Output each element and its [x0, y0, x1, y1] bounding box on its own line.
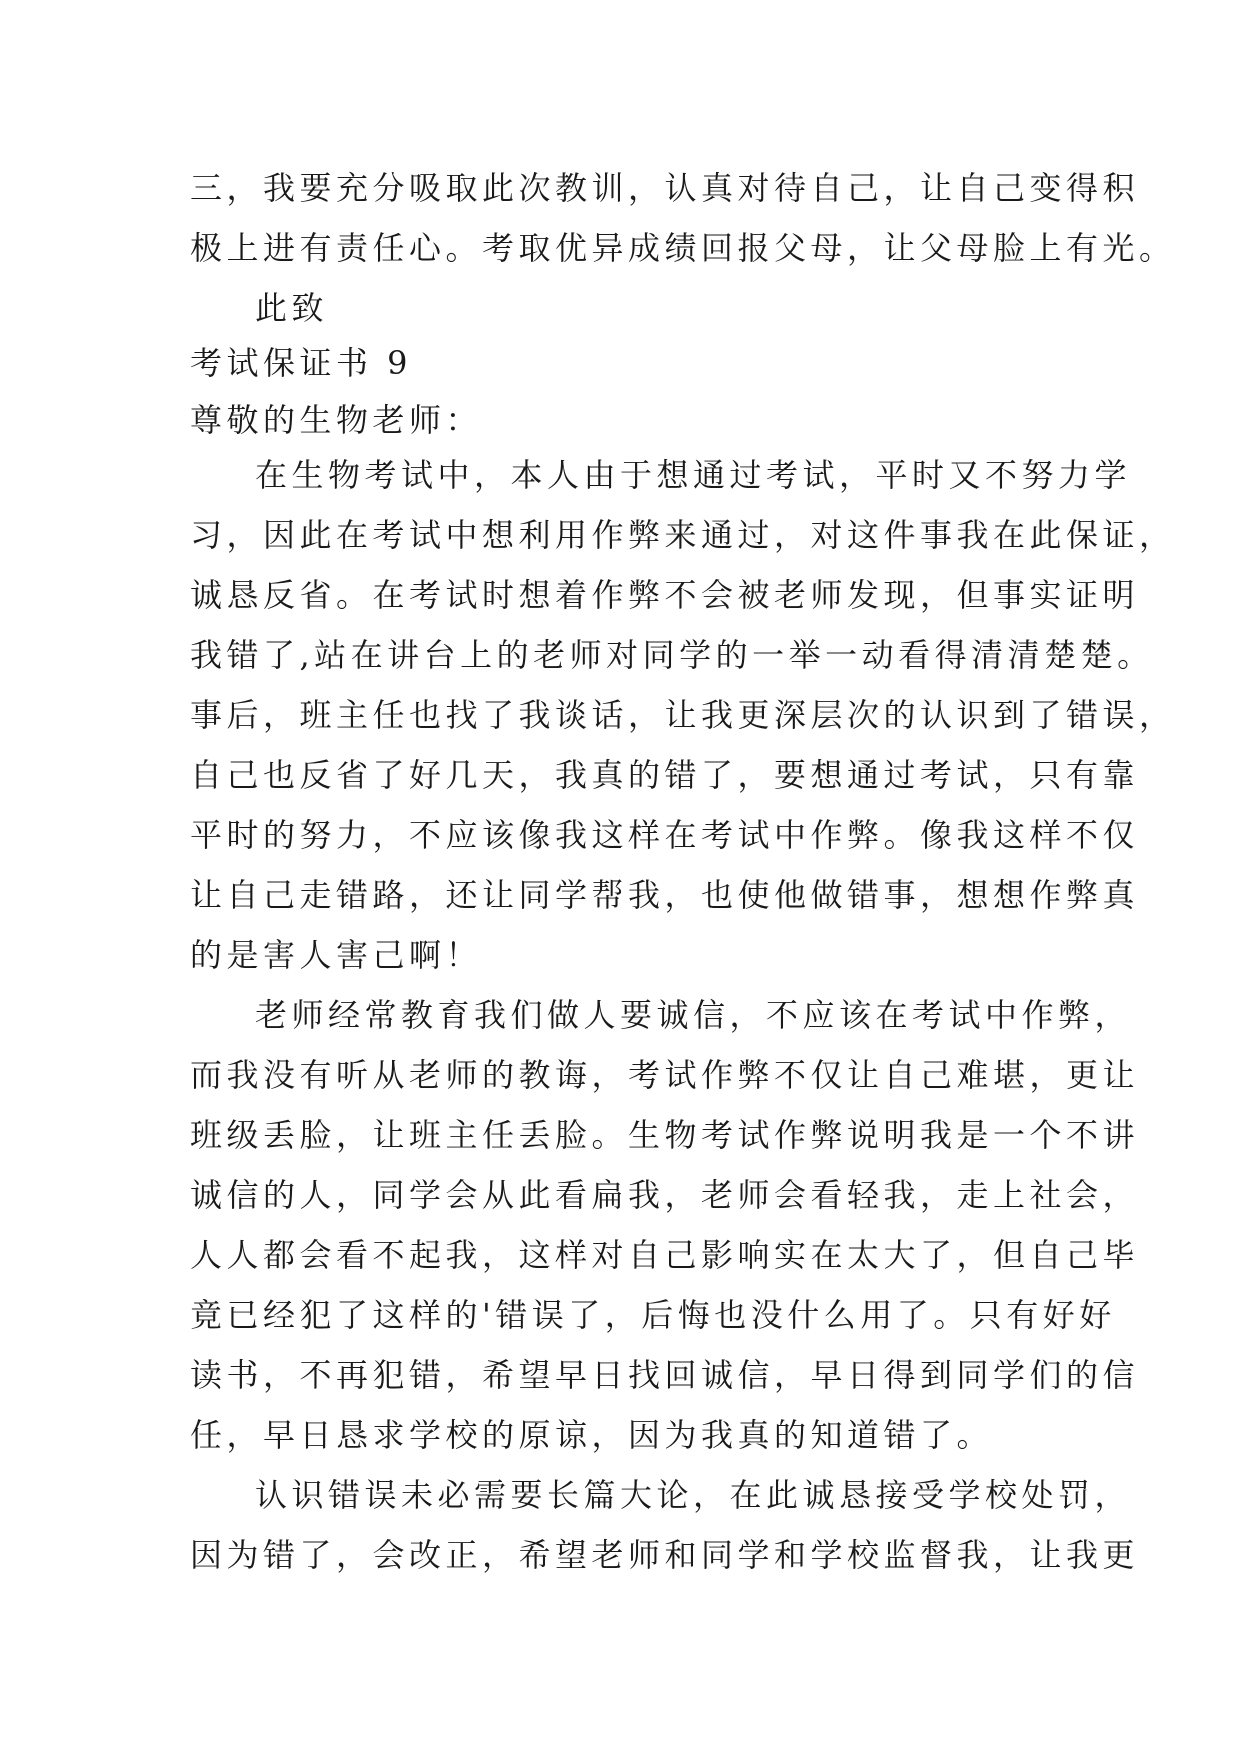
text-line: 诚恳反省。在考试时想着作弊不会被老师发现，但事实证明 — [190, 576, 1140, 614]
text-line: 自己也反省了好几天，我真的错了，要想通过考试，只有靠 — [190, 756, 1140, 794]
section-title: 考试保证书 9 — [190, 344, 413, 382]
text-line: 任，早日恳求学校的原谅，因为我真的知道错了。 — [190, 1416, 994, 1454]
text-line: 竟已经犯了这样的'错误了，后悔也没什么用了。只有好好 — [190, 1296, 1116, 1334]
text-line: 让自己走错路，还让同学帮我，也使他做错事，想想作弊真 — [190, 876, 1140, 914]
text-line: 事后，班主任也找了我谈话，让我更深层次的认识到了错误， — [190, 696, 1176, 734]
closing-salutation: 此致 — [255, 289, 329, 327]
text-line: 读书，不再犯错，希望早日找回诚信，早日得到同学们的信 — [190, 1356, 1140, 1394]
text-line: 习，因此在考试中想利用作弊来通过，对这件事我在此保证， — [190, 516, 1176, 554]
paragraph-start: 老师经常教育我们做人要诚信，不应该在考试中作弊， — [255, 996, 1132, 1034]
text-line: 我错了,站在讲台上的老师对同学的一举一动看得清清楚楚。 — [190, 636, 1154, 674]
text-line: 极上进有责任心。考取优异成绩回报父母，让父母脸上有光。 — [190, 229, 1176, 267]
paragraph-start: 在生物考试中，本人由于想通过考试，平时又不努力学 — [255, 456, 1132, 494]
text-line: 而我没有听从老师的教诲，考试作弊不仅让自己难堪，更让 — [190, 1056, 1140, 1094]
text-line: 人人都会看不起我，这样对自己影响实在太大了，但自己毕 — [190, 1236, 1140, 1274]
greeting: 尊敬的生物老师： — [190, 401, 483, 439]
text-line: 的是害人害己啊！ — [190, 936, 483, 974]
text-line: 平时的努力，不应该像我这样在考试中作弊。像我这样不仅 — [190, 816, 1140, 854]
text-line: 因为错了，会改正，希望老师和同学和学校监督我，让我更 — [190, 1536, 1140, 1574]
paragraph-start: 认识错误未必需要长篇大论，在此诚恳接受学校处罚， — [255, 1476, 1132, 1514]
text-line: 三，我要充分吸取此次教训，认真对待自己，让自己变得积 — [190, 169, 1140, 207]
text-line: 诚信的人，同学会从此看扁我，老师会看轻我，走上社会， — [190, 1176, 1140, 1214]
text-line: 班级丢脸，让班主任丢脸。生物考试作弊说明我是一个不讲 — [190, 1116, 1140, 1154]
